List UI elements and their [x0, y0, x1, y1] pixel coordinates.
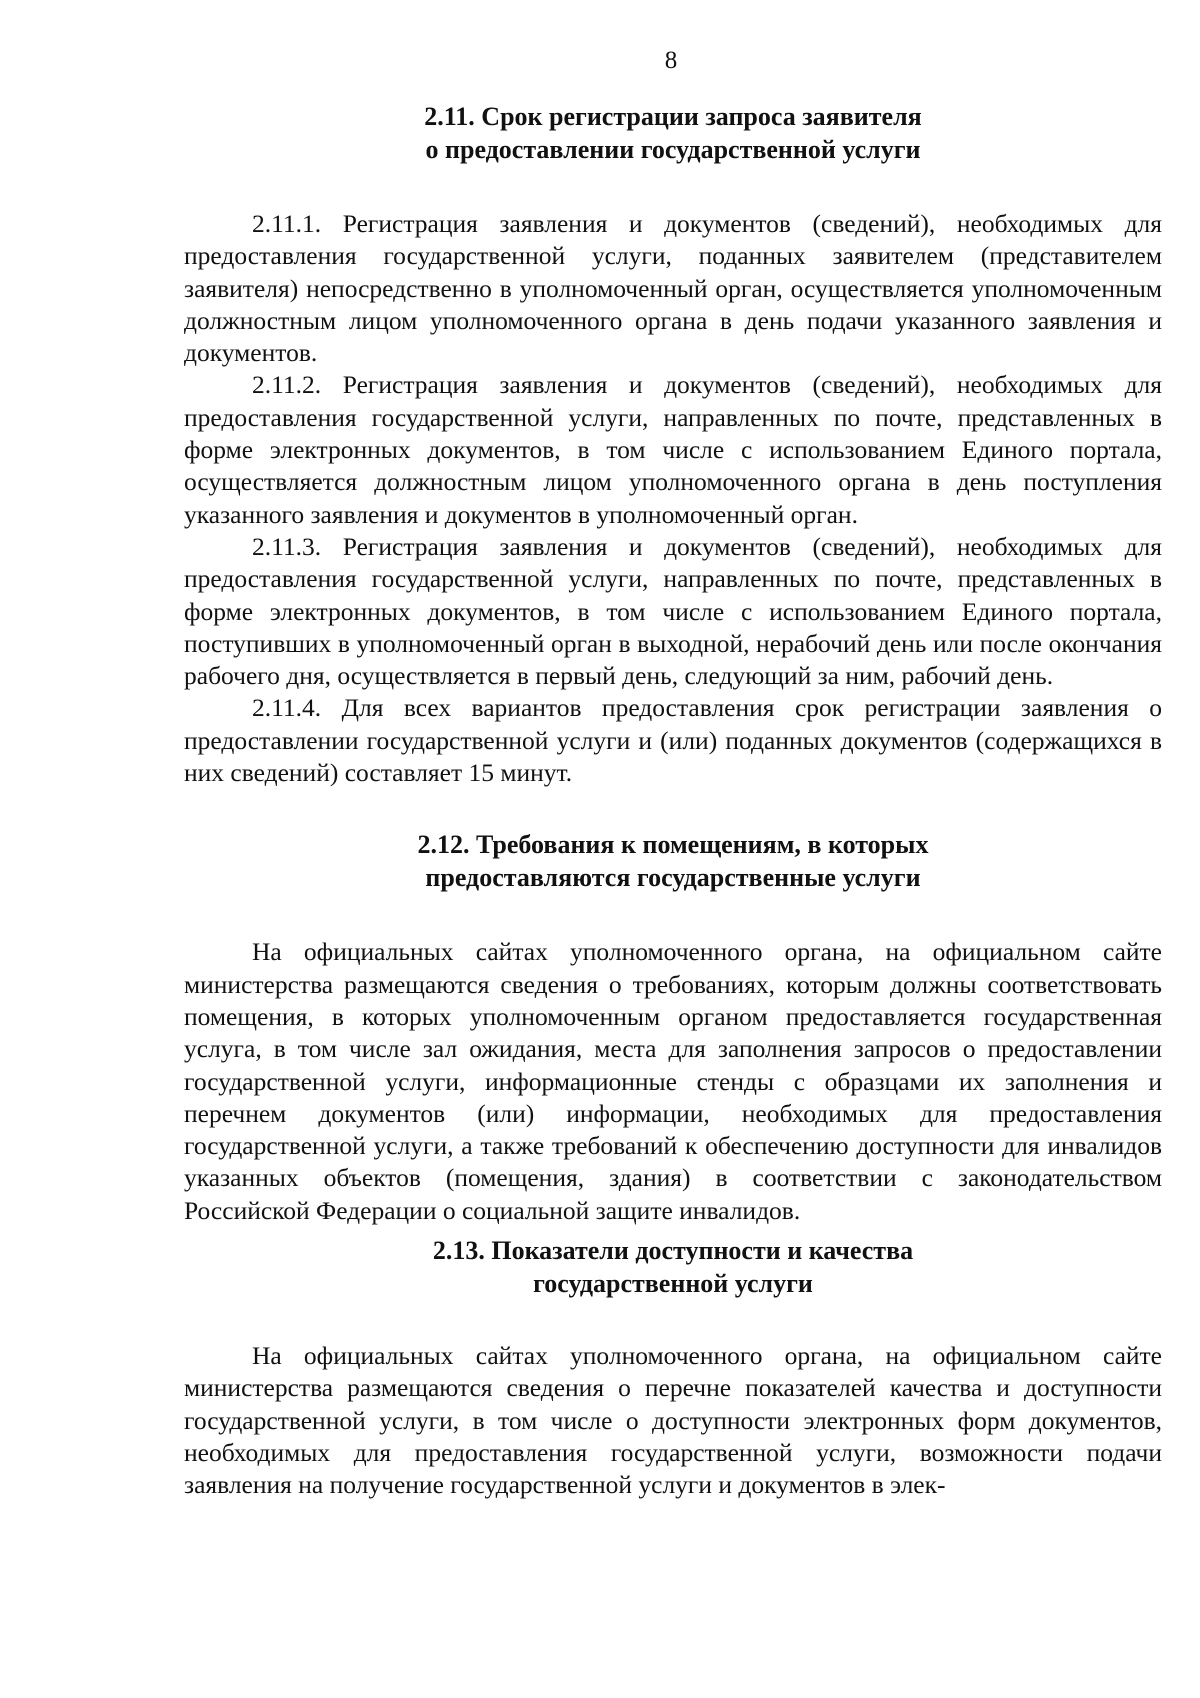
document-body [184, 100, 1162, 1502]
section-heading-line: предоставляются государственные услуги [425, 863, 921, 893]
section-heading-2-13 [184, 1234, 1162, 1300]
section-heading-line: 2.12. Требования к помещениям, в которых [417, 830, 929, 860]
paragraph-2-11-2: 2.11.2. Регистрация заявления и документов (сведений), необходимых для предоставления государственной услуги, направленных по почте, представленных в форме электронных документов, в том числе с использованием Единого портала, осуществляется должностным лицом уполномоченного органа в день поступления указанного заявления и документов в уполномоченный орган. [184, 370, 1162, 529]
section-heading-line: о предоставлении государственной услуги [425, 135, 921, 164]
paragraph-2-13: На официальных сайтах уполномоченного органа, на официальном сайте министерства размещаются сведения о перечне показателей качества и доступности государственной услуги, в том числе о доступности электронных форм документов, необходимых для предоставления государственной услуги, возможности подачи заявления на получение государственной услуги и документов в элек- [184, 1341, 1162, 1500]
section-heading-2-11 [184, 100, 1162, 166]
section-heading-2-12 [184, 828, 1162, 894]
paragraph-2-11-4: 2.11.4. Для всех вариантов предоставления срок регистрации заявления о предоставлении государственной услуги и (или) поданных документов (содержащихся в них сведений) составляет 15 минут. [184, 693, 1162, 788]
section-heading-line: 2.13. Показатели доступности и качества [432, 1236, 914, 1266]
paragraph-2-11-3: 2.11.3. Регистрация заявления и документов (сведений), необходимых для предоставления государственной услуги, направленных по почте, представленных в форме электронных документов, в том числе с использованием Единого портала, поступивших в уполномоченный орган в выходной, нерабочий день или после окончания рабочего дня, осуществляется в первый день, следующий за ним, рабочий день. [184, 531, 1162, 691]
paragraph-2-11-1: 2.11.1. Регистрация заявления и документов (сведений), необходимых для предоставления государственной услуги, поданных заявителем (представителем заявителя) непосредственно в уполномоченный орган, осуществляется уполномоченным должностным лицом уполномоченного органа в день подачи указанного заявления и документов. [184, 209, 1162, 368]
page-number: 8 [664, 47, 678, 74]
section-heading-line: 2.11. Срок регистрации запроса заявителя [424, 102, 922, 131]
section-heading-line: государственной услуги [533, 1269, 813, 1299]
paragraph-2-12: На официальных сайтах уполномоченного органа, на официальном сайте министерства размещаются сведения о требованиях, которым должны соответствовать помещения, в которых уполномоченным органом предоставляется государственная услуга, в том числе зал ожидания, места для заполнения запросов о предоставлении государственной услуги, информационные стенды с образцами их заполнения и перечнем документов (или) информации, необходимых для предоставления государственной услуги, а также требований к обеспечению доступности для инвалидов указанных объектов (помещения, здания) в соответствии с законодательством Российской Федерации о социальной защите инвалидов. [184, 937, 1162, 1225]
